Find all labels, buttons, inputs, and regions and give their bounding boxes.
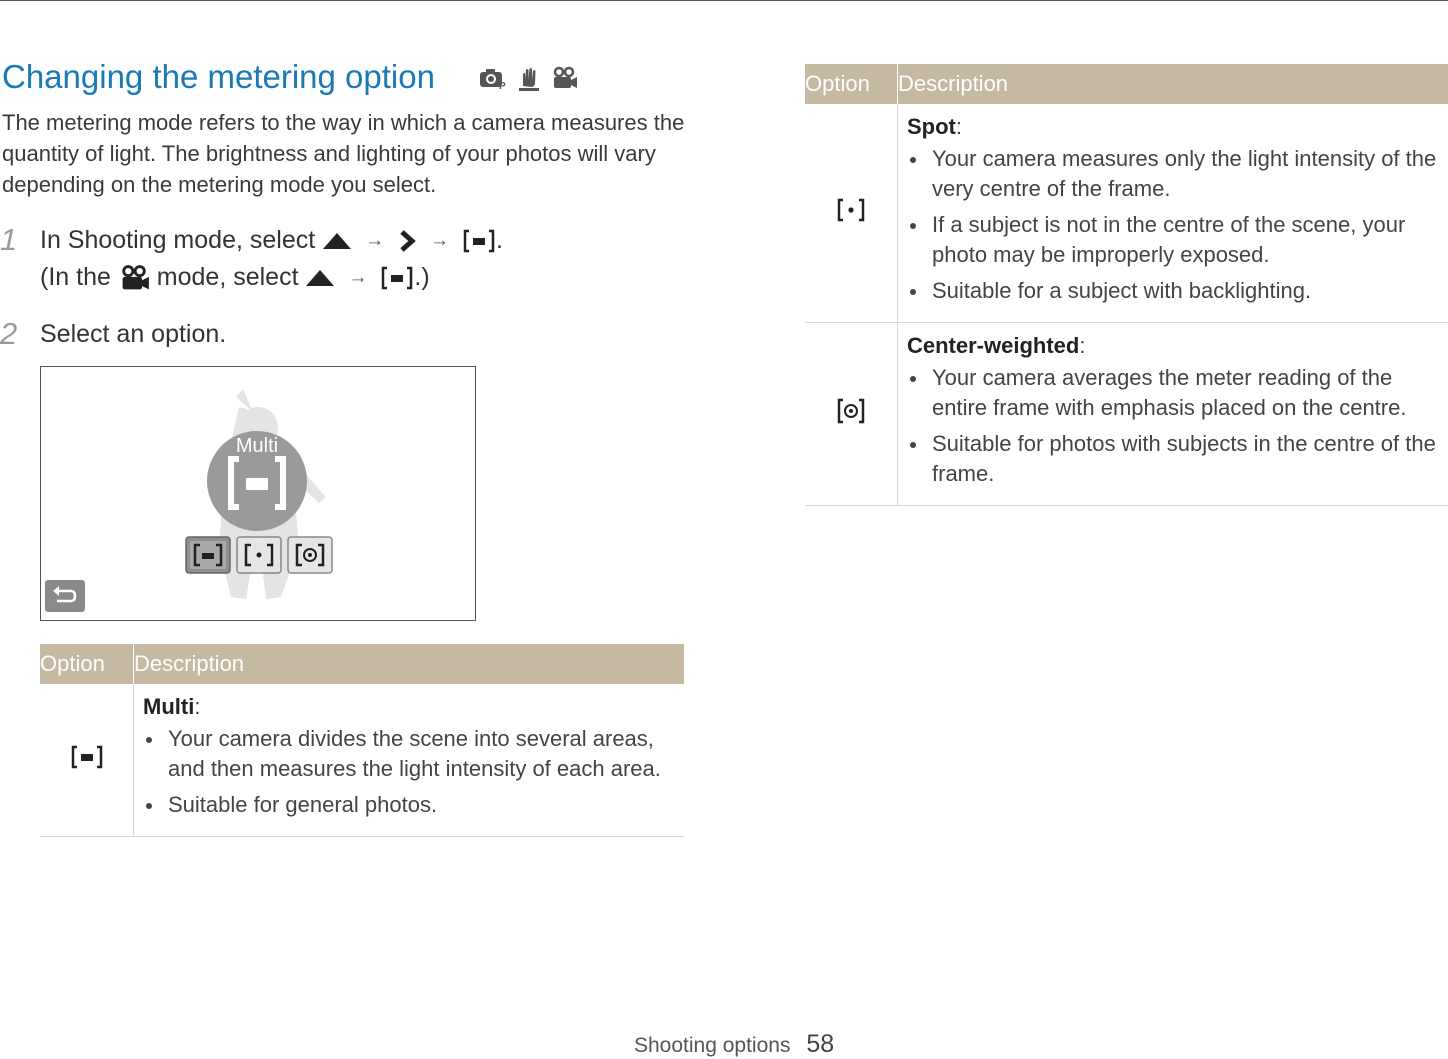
table-header-description: Description [898, 64, 1448, 104]
step-text: mode, select [157, 263, 299, 291]
top-rule [0, 0, 1448, 1]
bullet-item: Your camera averages the meter reading of the entire frame with emphasis placed on the centre. [907, 363, 1438, 423]
camera-p-mode-icon [478, 66, 508, 90]
table-header-row [805, 64, 1448, 104]
footer-section: Shooting options [634, 1034, 790, 1057]
arrow: → [430, 223, 449, 259]
arrow: → [365, 223, 384, 259]
table-cell-description: Center-weighted: Your camera averages the meter reading of the entire frame with emphasis placed on the centre. Suitable for photos with subjects in the centre of the frame. [898, 323, 1448, 506]
bullet-list [907, 144, 1438, 306]
mode-icons [478, 66, 578, 92]
step-1-line-1 [40, 222, 503, 259]
table-row [40, 684, 684, 837]
movie-mode-icon [118, 264, 150, 292]
intro-paragraph: The metering mode refers to the way in which a camera measures the quantity of light. The brightness and lighting of your photos will vary depending on the metering mode you select. [2, 107, 692, 200]
camera-screen-art [41, 367, 475, 620]
step-text-end: . [496, 226, 503, 254]
option-name: Spot [907, 114, 956, 139]
metering-multi-icon [70, 745, 104, 769]
table-row [805, 104, 1448, 323]
bullet-list [143, 724, 674, 820]
bullet-item: Suitable for general photos. [143, 790, 674, 820]
table-header-row [40, 644, 684, 684]
bullet-list [907, 363, 1438, 489]
table-cell-option [40, 684, 134, 837]
dual-is-mode-icon [516, 66, 542, 92]
metering-multi-icon [462, 229, 496, 253]
metering-option-multi[interactable] [186, 537, 230, 573]
table-cell-description: Spot: Your camera measures only the light intensity of the very centre of the frame. If a subject is not in the centre of the scene, your photo may be improperly exposed. Suitable for a subject with backlighting. [898, 104, 1448, 323]
page-number: 58 [806, 1030, 834, 1058]
bullet-item: If a subject is not in the centre of the scene, your photo may be improperly exposed. [907, 210, 1438, 270]
menu-up-icon [305, 269, 335, 287]
metering-center-weighted-icon [834, 398, 868, 424]
page-footer [634, 1030, 834, 1059]
option-name: Center-weighted [907, 333, 1079, 358]
table-header-option: Option [805, 64, 898, 104]
option-name: Multi [143, 694, 194, 719]
arrow: → [348, 260, 367, 296]
metering-table-right [805, 64, 1448, 506]
menu-up-icon [322, 232, 352, 250]
step-1-line-2 [40, 259, 430, 296]
bullet-item: Suitable for photos with subjects in the centre of the frame. [907, 429, 1438, 489]
bullet-item: Your camera divides the scene into several areas, and then measures the light intensity of each area. [143, 724, 674, 784]
table-header-description: Description [134, 644, 685, 684]
table-cell-description: Multi: Your camera divides the scene into several areas, and then measures the light intensity of each area. Suitable for general photos. [134, 684, 685, 837]
table-cell-option [805, 323, 898, 506]
bullet-item: Your camera measures only the light intensity of the very centre of the frame. [907, 144, 1438, 204]
step-text: (In the [40, 263, 111, 291]
step-text-end: .) [414, 263, 429, 291]
metering-multi-icon [380, 266, 414, 290]
page-title: Changing the metering option [2, 58, 435, 96]
step-text: In Shooting mode, select [40, 226, 315, 254]
movie-mode-icon [550, 66, 578, 90]
metering-option-spot[interactable] [237, 537, 281, 573]
chevron-right-icon [397, 229, 417, 253]
metering-table-left [40, 644, 684, 837]
bullet-item: Suitable for a subject with backlighting. [907, 276, 1438, 306]
metering-preview-label: Multi [227, 435, 287, 458]
back-button[interactable] [45, 580, 85, 612]
step-number: 1 [0, 222, 17, 258]
table-header-option: Option [40, 644, 134, 684]
table-cell-option [805, 104, 898, 323]
metering-option-center-weighted[interactable] [288, 537, 332, 573]
camera-screen [40, 366, 476, 621]
step-number: 2 [0, 316, 17, 352]
svg-text:P: P [499, 81, 506, 90]
metering-spot-icon [834, 198, 868, 222]
table-row [805, 323, 1448, 506]
step-text: Select an option. [40, 316, 226, 352]
